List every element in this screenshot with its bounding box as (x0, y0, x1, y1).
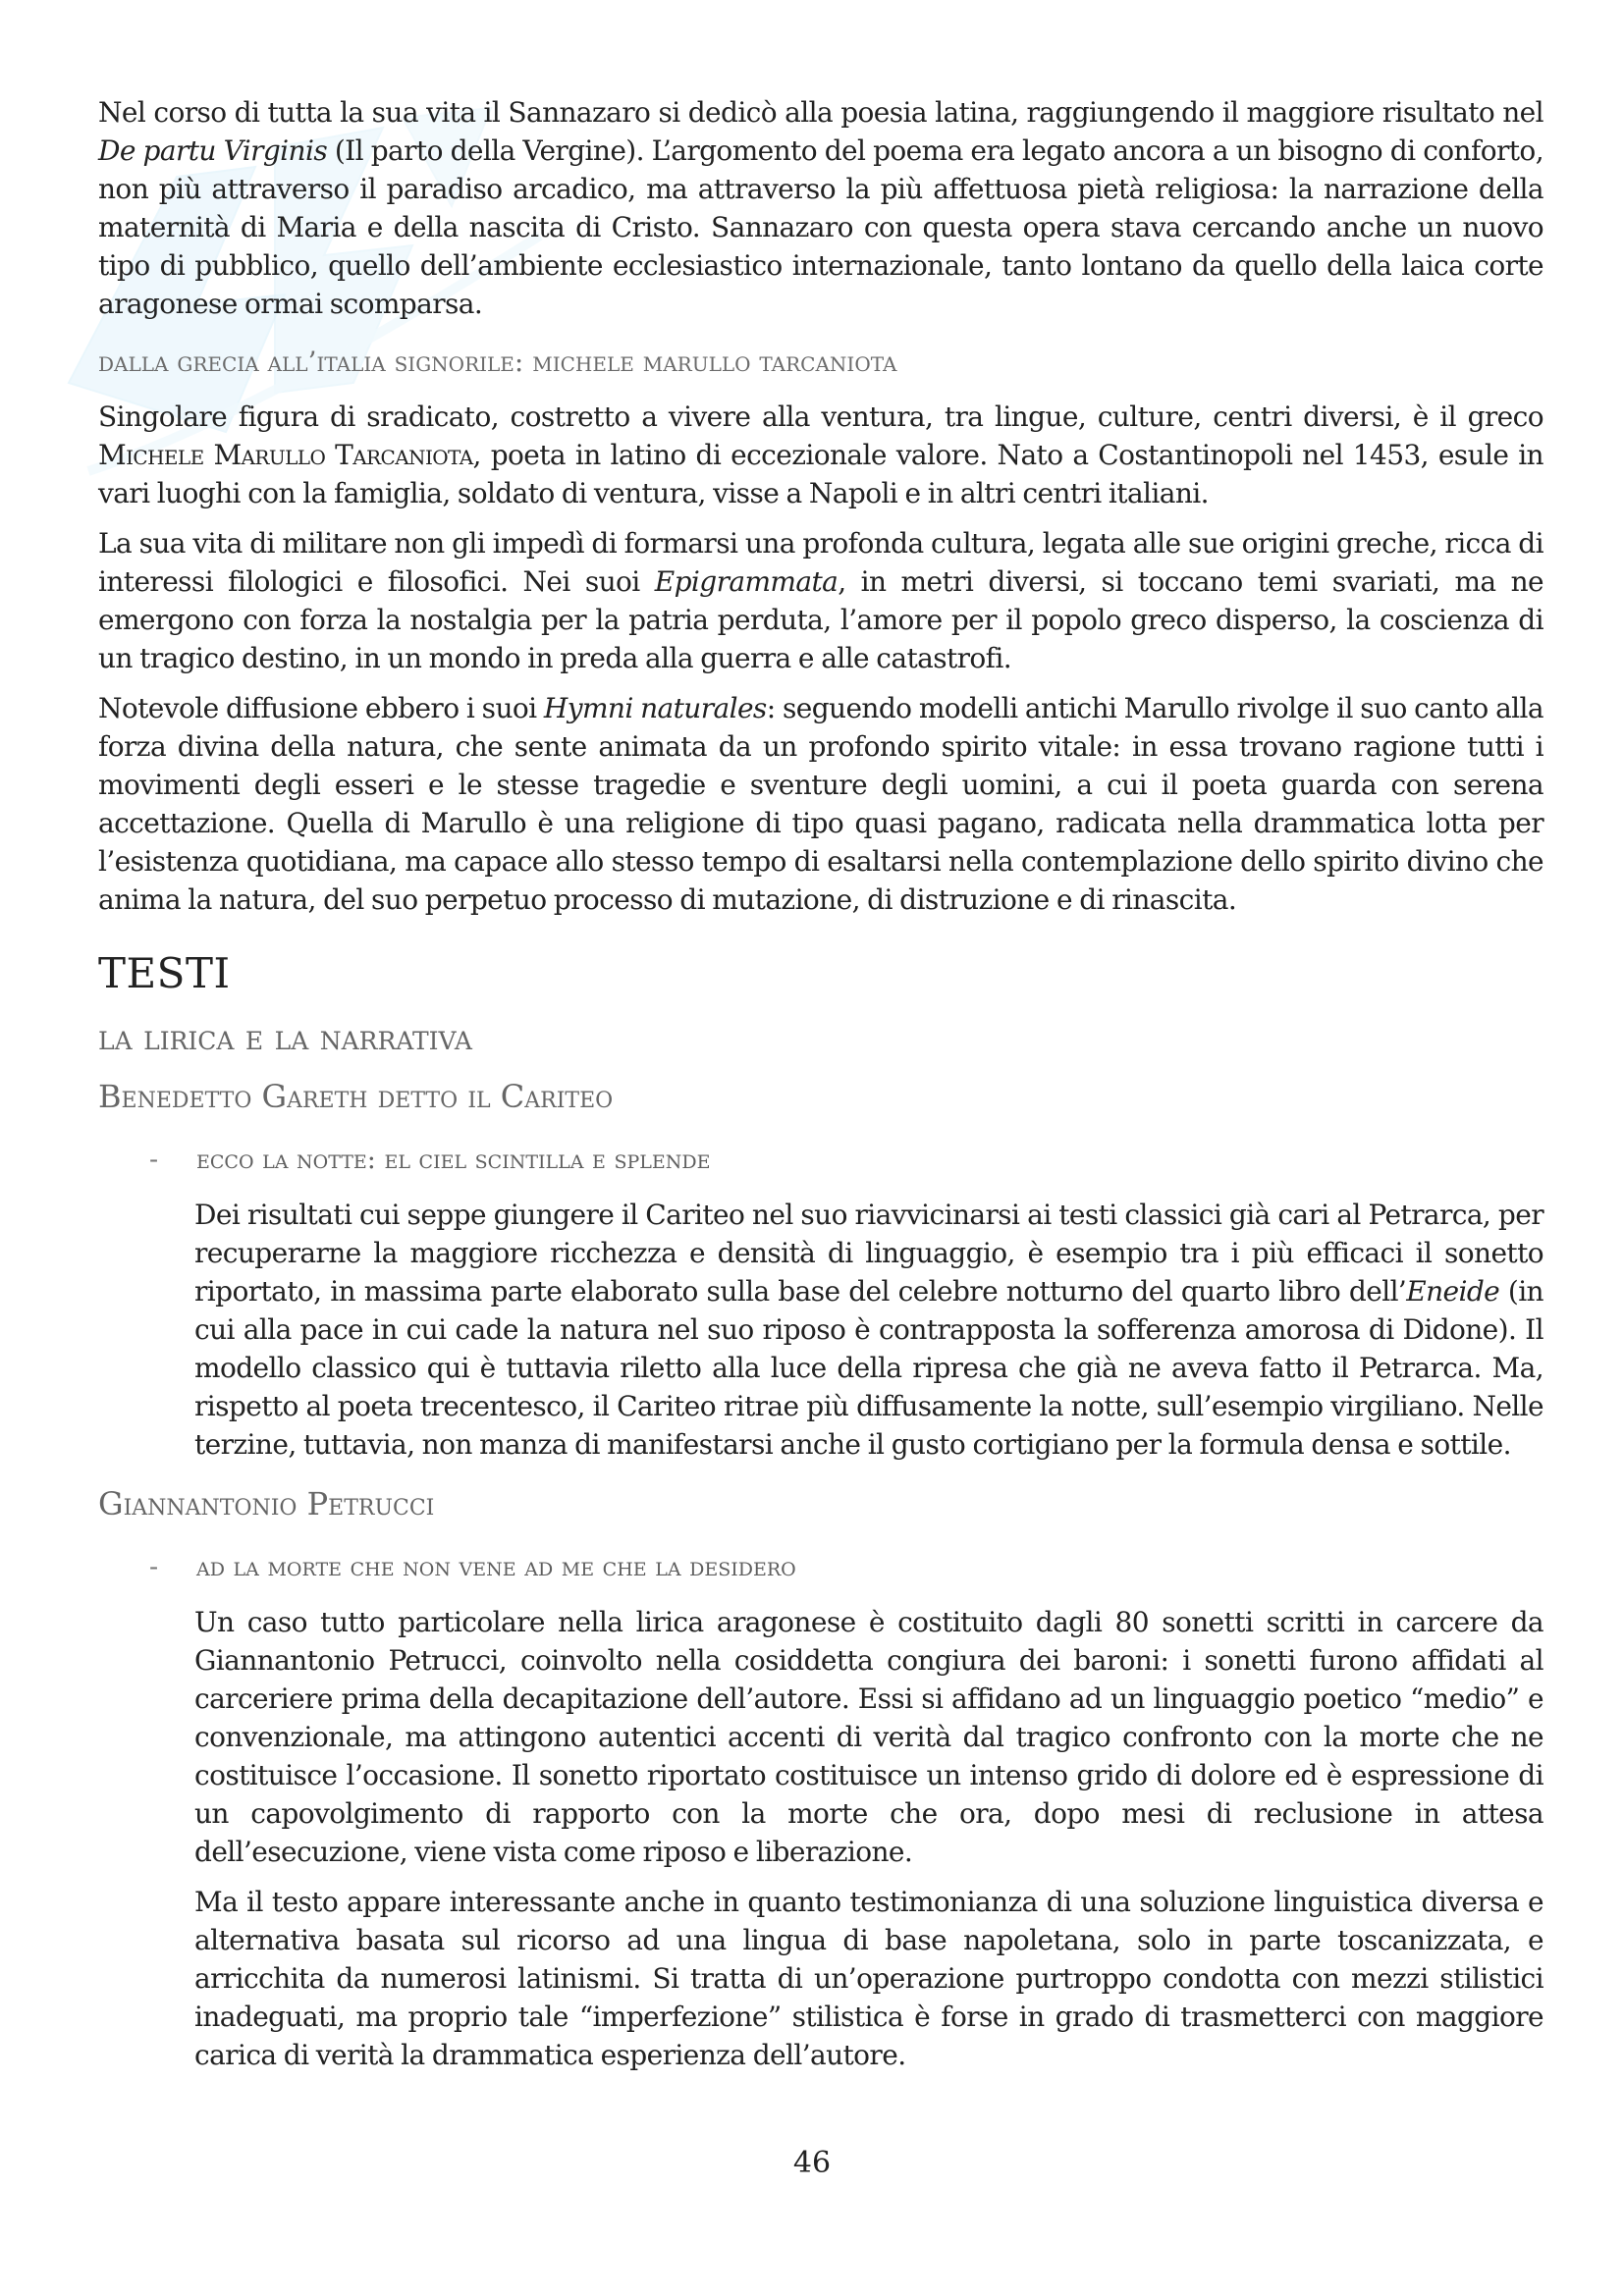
cariteo-commentary (194, 1196, 1543, 1464)
bullet-dash: - (149, 1552, 159, 1582)
text-title-petrucci (98, 1548, 1543, 1587)
italic-title: Hymni naturales (543, 692, 767, 724)
text-run: La sua vita di militare non gli impedì di formarsi una profonda cultura, legata alle sue origini greche, ricca di interessi filologici e filosofici. Nei suoi (98, 527, 1543, 598)
text-run: (Il parto della Vergine). L’argomento del poema era legato ancora a un bisogno di conforto, non più attraverso il paradiso arcadico, ma attraverso la più affettuosa pietà religiosa: la narrazione della maternità di Maria e della nascita di Cristo. Sannazaro con questa opera stava cercando anche un nuovo tipo di pubblico, quello dell’ambiente ecclesiastico internazionale, tanto lontano da quello della laica corte aragonese ormai scomparsa. (98, 134, 1543, 320)
text-run: Dei risultati cui seppe giungere il Cariteo nel suo riavvicinarsi ai testi classici già cari al Petrarca, per recuperarne la maggiore ricchezza e densità di linguaggio, è esempio tra i più efficaci il sonetto riportato, in massima parte elaborato sulla base del celebre notturno del quarto libro dell’ (194, 1199, 1543, 1308)
text-run: Ma il testo appare interessante anche in quanto testimonianza di una soluzione linguistica diversa e alternativa basata sul ricorso ad una lingua di base napoletana, solo in parte toscanizzata, e arricchita da numerosi latinismi. Si tratta di un’operazione purtroppo condotta con mezzi stilistici inadeguati, ma proprio tale “imperfezione” stilistica è forse in grado di trasmetterci con maggiore carica di verità la drammatica esperienza dell’autore. (194, 1886, 1543, 2071)
paragraph (98, 398, 1543, 512)
text-title-label: ad la morte che non vene ad me che la desidero (196, 1552, 796, 1582)
paragraph (98, 689, 1543, 919)
italic-title: Eneide (1406, 1275, 1500, 1308)
text-title-label: ecco la notte: el ciel scintilla e splende (196, 1145, 711, 1175)
italic-title: De partu Virginis (98, 134, 328, 167)
person-name: Michele Marullo Tarcaniota (98, 439, 473, 471)
testi-heading: TESTI (98, 949, 231, 997)
text-run: , poeta in latino di eccezionale valore. Nato a Costantinopoli nel 1453, esule in vari luoghi con la famiglia, soldato di ventura, visse a Napoli e in altri centri italiani. (98, 439, 1543, 509)
paragraph (194, 1883, 1543, 2074)
document-page (98, 93, 1543, 2074)
italic-title: Epigrammata (654, 565, 839, 598)
lirica-heading: la lirica e la narrativa (98, 1018, 472, 1058)
text-run: Nel corso di tutta la sua vita il Sannazaro si dedicò alla poesia latina, raggiungendo il maggiore risultato nel (98, 96, 1543, 129)
author-heading-cariteo: Benedetto Gareth detto il Cariteo (98, 1078, 614, 1115)
page-number: 46 (792, 2146, 832, 2180)
text-run: (in cui alla pace in cui cade la natura nel suo riposo è contrapposta la sofferenza amorosa di Didone). Il modello classico qui è tuttavia riletto alla luce della ripresa che già ne aveva fatto il Petrarca. Ma, rispetto al poeta trecentesco, il Cariteo ritrae più diffusamente la notte, sull’esempio virgiliano. Nelle terzine, tuttavia, non manza di manifestarsi anche il gusto cortigiano per la formula densa e sottile. (194, 1275, 1543, 1461)
text-run: Un caso tutto particolare nella lirica aragonese è costituito dagli 80 sonetti scritti in carcere da Giannantonio Petrucci, coinvolto nella cosiddetta congiura dei baroni: i sonetti furono affidati al carceriere prima della decapitazione dell’autore. Essi si affidano ad un linguaggio poetico “medio” e convenzionale, ma attingono autentici accenti di verità dal tragico confronto con la morte che ne costituisce l’occasione. Il sonetto riportato costituisce un intenso grido di dolore ed è espressione di un capovolgimento di rapporto con la morte che ora, dopo mesi di reclusione in attesa dell’esecuzione, viene vista come riposo e liberazione. (194, 1606, 1543, 1868)
petrucci-commentary (194, 1603, 1543, 2074)
paragraph (98, 524, 1543, 677)
intro-section (98, 93, 1543, 323)
text-run: , in metri diversi, si toccano temi svariati, ma ne emergono con forza la nostalgia per la patria perduta, l’amore per il popolo greco disperso, la coscienza di un tragico destino, in un mondo in preda alla guerra e alle catastrofi. (98, 565, 1544, 674)
author-heading-petrucci: Giannantonio Petrucci (98, 1485, 435, 1522)
paragraph (194, 1603, 1543, 1871)
text-title-cariteo (98, 1141, 1543, 1180)
section-heading-marullo: dalla grecia all’italia signorile: michele marullo tarcaniota (98, 346, 897, 378)
text-run: Notevole diffusione ebbero i suoi (98, 692, 544, 724)
paragraph (98, 93, 1543, 323)
paragraph (194, 1196, 1543, 1464)
marullo-section (98, 398, 1543, 919)
text-run: Singolare figura di sradicato, costretto a vivere alla ventura, tra lingue, culture, centri diversi, è il greco (98, 400, 1543, 433)
text-run: : seguendo modelli antichi Marullo rivolge il suo canto alla forza divina della natura, che sente animata da un profondo spirito vitale: in essa trovano ragione tutti i movimenti degli esseri e le stesse tragedie e sventure degli uomini, a cui il poeta guarda con serena accettazione. Quella di Marullo è una religione di tipo quasi pagano, radicata nella drammatica lotta per l’esistenza quotidiana, ma capace allo stesso tempo di esaltarsi nella contemplazione dello spirito divino che anima la natura, del suo perpetuo processo di mutazione, di distruzione e di rinascita. (98, 692, 1543, 916)
bullet-dash: - (149, 1145, 159, 1175)
